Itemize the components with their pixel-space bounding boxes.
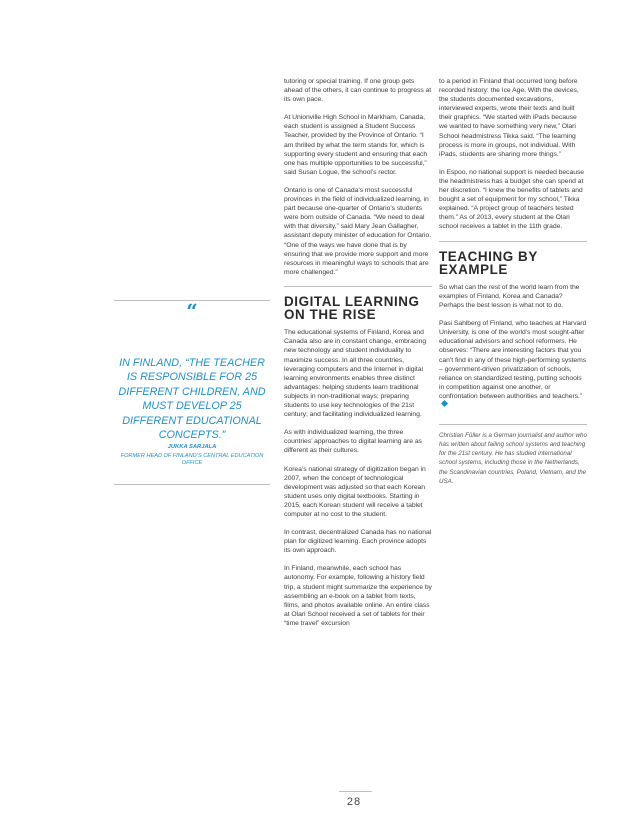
article-column-2	[439, 0, 587, 486]
paragraph: Ontario is one of Canada’s most successful provinces in the field of individualized learning, in part because one-quarter of Ontario’s students were born outside of Canada. “We need to deal with that diversity,” said Mary Jean Gallagher, assistant deputy minister of education for Ontario. “One of the ways we have done that is by ensuring that we provide more support and more resources in meaningful ways to schools that are more challenged.”	[284, 186, 432, 276]
paragraph: In Espoo, no national support is needed because the headmistress has a budget she can spend at her discretion. “I knew the benefits of tablets and bought a set of equipment for my school,” Tikka explained. “A project group of teachers tested them.” As of 2013, every student at the Olari school receives a tablet in the 11th grade.	[439, 168, 585, 231]
paragraph	[439, 319, 587, 410]
section-heading-teaching-by-example: TEACHING BY EXAMPLE	[439, 248, 538, 277]
paragraph: As with individualized learning, the three countries’ approaches to digital learning are as different as their cultures.	[284, 429, 422, 455]
page-number-rule	[339, 791, 372, 792]
paragraph: tutoring or special training. If one group gets ahead of the others, it can continue to progress at its own pace.	[284, 78, 432, 104]
section-rule	[439, 241, 587, 242]
bio-rule	[439, 424, 587, 425]
paragraph: In contrast, decentralized Canada has no national plan for digitized learning. Each province adopts its own approach.	[284, 529, 432, 555]
end-mark-icon	[441, 400, 448, 407]
author-bio: Christian Füller is a German journalist and author who has written about failing school systems and teaching for the 21st century. He has studied international school systems, including those in the Netherlands, the Scandinavian countries, Poland, Vietnam, and the USA.	[439, 432, 587, 485]
paragraph: to a period in Finland that occurred long before recorded history: the Ice Age. With the devices, the students documented excavations, interviewed experts, wrote their texts and built their graphics. “We started with iPads because we wanted to have something very new,” Olari School headmistress Tikka said. “The learning process is more in groups, not individual. With iPads, students are sharing more things.”	[439, 78, 579, 158]
paragraph: The educational systems of Finland, Korea and Canada also are in constant change, embracing new technology and student individuality to maximize success. In all three countries, leveraging computers and the Internet in digital learning environments enables three distinct advantages: helping students learn traditional subjects in non-traditional ways; preparing students to use key technologies of the 21st century; and facilitating individualized learning.	[284, 329, 427, 419]
quote-mark-icon: “	[186, 299, 198, 323]
pull-quote-author: JUKKA SARJALA	[167, 444, 217, 450]
section-rule	[284, 286, 432, 287]
pull-quote-text: IN FINLAND, “THE TEACHER IS RESPONSIBLE FOR 25 DIFFERENT CHILDREN, AND MUST DEVELOP 25 DIFFERENT EDUCATIONAL CONCEPTS.”	[118, 357, 266, 442]
article-column-1	[284, 0, 432, 637]
paragraph: So what can the rest of the world learn from the examples of Finland, Korea and Canada? Perhaps the best lesson is what not to do.	[439, 283, 580, 310]
paragraph: In Finland, meanwhile, each school has autonomy. For example, following a history field trip, a student might summarize the experience by assembling an e-book on a tablet from texts, films, and photos available online. An entire class at Olari School received a set of tablets for their “time travel” excursion	[284, 565, 432, 627]
section-heading-digital-learning: DIGITAL LEARNING ON THE RISE	[284, 293, 420, 323]
paragraph: Korea’s national strategy of digitization began in 2007, when the concept of technological development was adjusted so that each Korean student uses only digital textbooks. Starting in 2015, each Korean student will receive a tablet computer at no cost to the student.	[284, 465, 426, 518]
pull-quote-role: FORMER HEAD OF FINLAND’S CENTRAL EDUCATION OFFICE	[120, 453, 264, 467]
pull-quote-bottom-rule	[114, 484, 270, 485]
paragraph: At Unionville High School in Markham, Canada, each student is assigned a Student Success Teacher, provided by the Province of Ontario. “I am thrilled by what the term stands for, which is supporting every student and ensuring that each one has multiple opportunities to be successful,” said Susan Logue, the school’s rector.	[284, 114, 428, 176]
paragraph-text: Pasi Sahlberg of Finland, who teaches at Harvard University, is one of the world’s most sought-after educational advisors and school reformers. He observes: “There are interesting factors that you can’t find in any of these high-performing systems – government-driven privatization of schools, reliance on standardized testing, putting schools in competition against one another, or confrontation between authorities and teachers.”	[439, 320, 587, 400]
page-number: 28	[346, 796, 362, 808]
pull-quote	[114, 301, 270, 485]
